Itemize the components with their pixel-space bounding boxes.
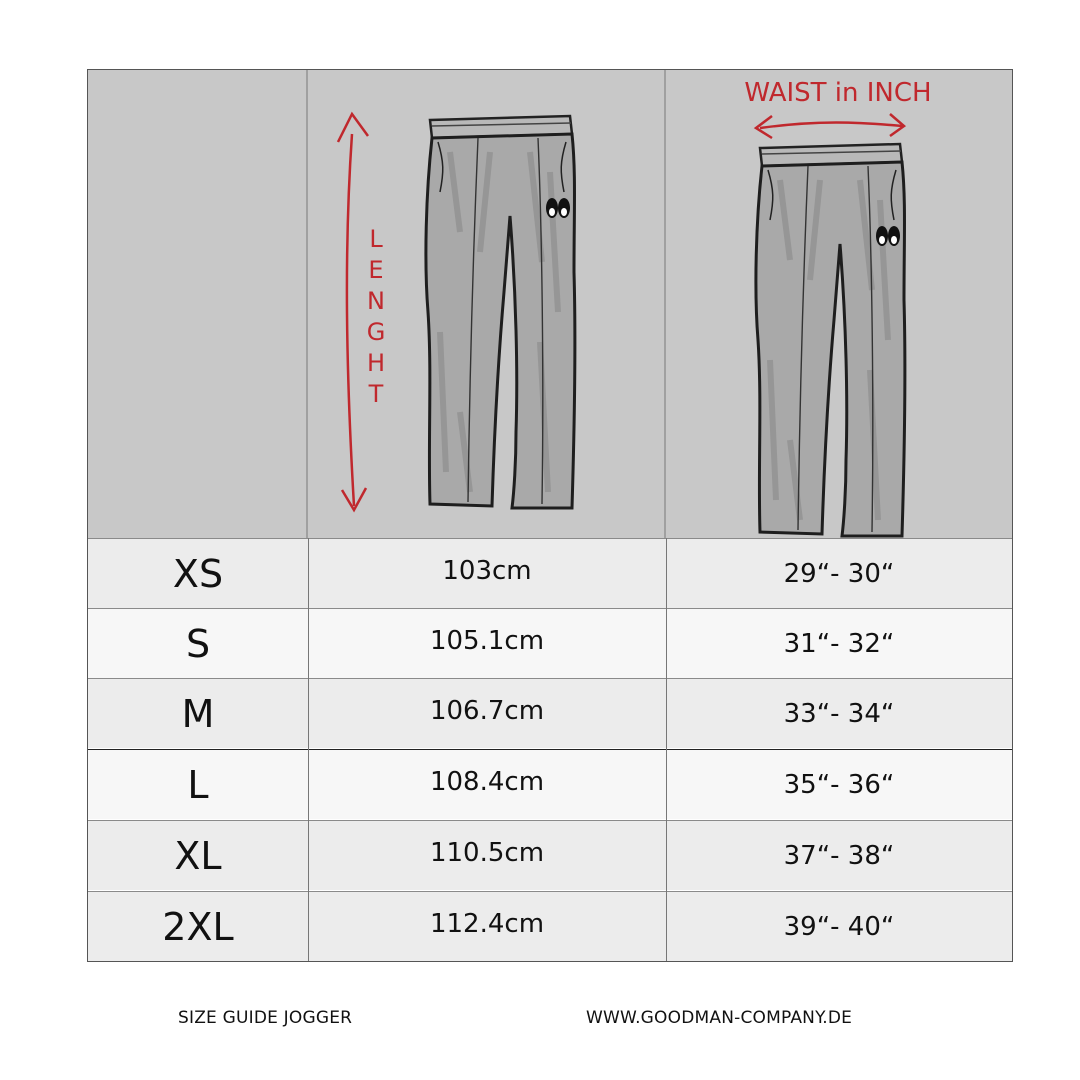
table-row: [88, 608, 1012, 678]
size-cell: M: [181, 692, 215, 736]
waist-arrow-icon: [756, 114, 904, 138]
jogger-pants-illustration-waist: [756, 144, 905, 536]
table-row: [88, 891, 1012, 961]
illustration-header-row: [88, 70, 1012, 538]
length-label-letter: H: [366, 349, 386, 377]
size-cell: L: [187, 763, 209, 807]
length-cell: 103cm: [442, 556, 532, 586]
waist-label: WAIST in INCH: [744, 78, 932, 108]
size-cell: XS: [172, 552, 224, 596]
waist-cell: 33“- 34“: [783, 699, 895, 729]
length-label-letter: G: [366, 318, 386, 346]
waist-cell: 31“- 32“: [783, 629, 895, 659]
length-label-letter: N: [367, 287, 385, 315]
footer-title: SIZE GUIDE JOGGER: [178, 1008, 353, 1028]
column-divider: [666, 538, 667, 961]
length-label-letter: T: [368, 380, 384, 408]
length-label: [364, 224, 388, 410]
length-cell: 106.7cm: [429, 696, 545, 726]
length-label-letter: L: [369, 225, 383, 253]
size-cell: XL: [174, 834, 222, 878]
table-row: [88, 820, 1012, 890]
length-cell: 108.4cm: [429, 767, 545, 797]
header-illustrations: [88, 70, 1012, 538]
waist-cell: 29“- 30“: [783, 559, 895, 589]
waist-cell: 39“- 40“: [783, 912, 895, 942]
size-cell: 2XL: [162, 905, 234, 949]
waist-cell: 35“- 36“: [783, 770, 895, 800]
length-label-letter: E: [368, 256, 384, 284]
length-cell: 112.4cm: [429, 909, 545, 939]
table-row: [88, 678, 1012, 748]
length-cell: 110.5cm: [429, 838, 545, 868]
footer-website: WWW.GOODMAN-COMPANY.DE: [586, 1008, 853, 1028]
size-cell: S: [185, 622, 211, 666]
size-table: [87, 69, 1013, 962]
table-row: [88, 538, 1012, 608]
column-divider: [308, 538, 309, 961]
waist-cell: 37“- 38“: [783, 841, 895, 871]
jogger-pants-illustration-length: [426, 116, 575, 508]
length-cell: 105.1cm: [429, 626, 545, 656]
table-row: [88, 749, 1012, 819]
